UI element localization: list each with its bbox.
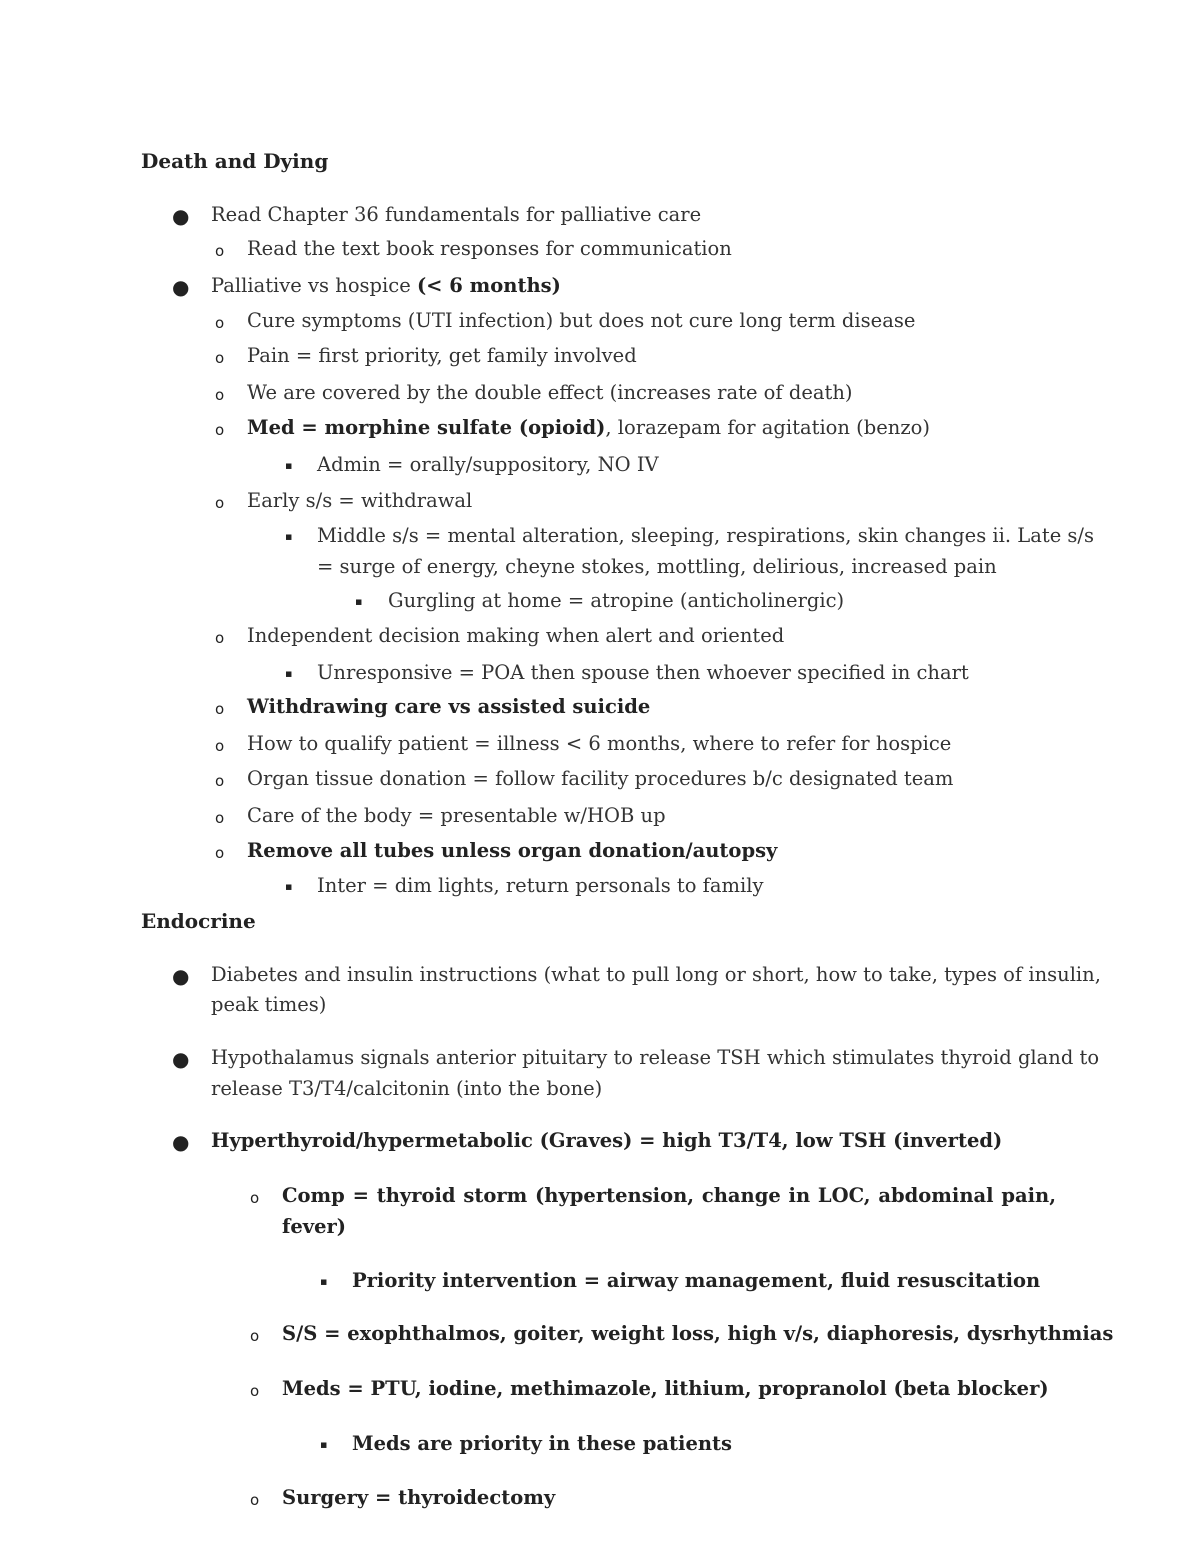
bullet-circle-icon: o <box>250 1327 260 1345</box>
bullet-square-icon: ▪ <box>285 667 293 680</box>
bullet-circle-icon: o <box>250 1491 260 1509</box>
list-item: Early s/s = withdrawal <box>247 489 473 512</box>
bullet-disc-icon: ● <box>172 1130 190 1154</box>
list-item: How to qualify patient = illness < 6 months, where to refer for hospice <box>247 732 952 755</box>
list-item-continuation: peak times) <box>211 993 327 1016</box>
bullet-circle-icon: o <box>215 314 225 332</box>
bullet-disc-icon: ● <box>172 1047 190 1071</box>
bullet-square-icon: ▪ <box>285 530 293 543</box>
bullet-circle-icon: o <box>215 386 225 404</box>
bullet-circle-icon: o <box>215 349 225 367</box>
list-item: Withdrawing care vs assisted suicide <box>247 695 651 718</box>
bullet-circle-icon: o <box>250 1382 260 1400</box>
list-item: Inter = dim lights, return personals to family <box>317 874 764 897</box>
bullet-square-icon: ▪ <box>285 459 293 472</box>
list-item: Hyperthyroid/hypermetabolic (Graves) = high T3/T4, low TSH (inverted) <box>211 1129 1003 1152</box>
bullet-circle-icon: o <box>215 700 225 718</box>
list-item: Read the text book responses for communication <box>247 237 732 260</box>
bullet-square-icon: ▪ <box>320 1275 328 1288</box>
list-item-continuation: = surge of energy, cheyne stokes, mottling, delirious, increased pain <box>317 555 997 578</box>
bullet-circle-icon: o <box>215 421 225 439</box>
bullet-circle-icon: o <box>250 1189 260 1207</box>
list-item: Priority intervention = airway management, fluid resuscitation <box>352 1269 1041 1292</box>
bullet-square-icon: ▪ <box>285 880 293 893</box>
list-item: Care of the body = presentable w/HOB up <box>247 804 666 827</box>
list-item: S/S = exophthalmos, goiter, weight loss, high v/s, diaphoresis, dysrhythmias <box>282 1322 1114 1345</box>
bullet-circle-icon: o <box>215 844 225 862</box>
list-item: Organ tissue donation = follow facility procedures b/c designated team <box>247 767 954 790</box>
list-item: Read Chapter 36 fundamentals for palliative care <box>211 203 702 226</box>
list-item: Independent decision making when alert and oriented <box>247 624 785 647</box>
bullet-square-icon: ▪ <box>355 595 363 608</box>
list-item-continuation: fever) <box>282 1215 347 1238</box>
bullet-circle-icon: o <box>215 809 225 827</box>
bullet-disc-icon: ● <box>172 275 190 299</box>
list-item: Gurgling at home = atropine (anticholinergic) <box>388 589 845 612</box>
bullet-circle-icon: o <box>215 494 225 512</box>
list-item: Unresponsive = POA then spouse then whoever specified in chart <box>317 661 969 684</box>
bullet-circle-icon: o <box>215 629 225 647</box>
bullet-square-icon: ▪ <box>320 1438 328 1451</box>
list-item: Middle s/s = mental alteration, sleeping, respirations, skin changes ii. Late s/s <box>317 524 1095 547</box>
list-item: We are covered by the double effect (increases rate of death) <box>247 381 853 404</box>
list-item: Hypothalamus signals anterior pituitary to release TSH which stimulates thyroid gland to <box>211 1046 1100 1069</box>
list-item: Surgery = thyroidectomy <box>282 1486 556 1509</box>
list-item: Comp = thyroid storm (hypertension, change in LOC, abdominal pain, <box>282 1184 1056 1207</box>
list-item: Remove all tubes unless organ donation/autopsy <box>247 839 778 862</box>
list-item: Meds = PTU, iodine, methimazole, lithium, propranolol (beta blocker) <box>282 1377 1049 1400</box>
list-item: Meds are priority in these patients <box>352 1432 733 1455</box>
bullet-disc-icon: ● <box>172 964 190 988</box>
list-item-continuation: release T3/T4/calcitonin (into the bone) <box>211 1077 603 1100</box>
list-item: Med = morphine sulfate (opioid), lorazepam for agitation (benzo) <box>247 416 930 439</box>
list-item: Cure symptoms (UTI infection) but does not cure long term disease <box>247 309 916 332</box>
bullet-circle-icon: o <box>215 242 225 260</box>
section-heading-death-and-dying: Death and Dying <box>141 149 329 173</box>
list-item: Palliative vs hospice (< 6 months) <box>211 274 561 297</box>
list-item: Pain = first priority, get family involved <box>247 344 637 367</box>
section-heading-endocrine: Endocrine <box>141 909 256 933</box>
bullet-disc-icon: ● <box>172 204 190 228</box>
bullet-circle-icon: o <box>215 772 225 790</box>
list-item: Diabetes and insulin instructions (what to pull long or short, how to take, types of insulin, <box>211 963 1101 986</box>
bullet-circle-icon: o <box>215 737 225 755</box>
list-item: Admin = orally/suppository, NO IV <box>317 453 659 476</box>
